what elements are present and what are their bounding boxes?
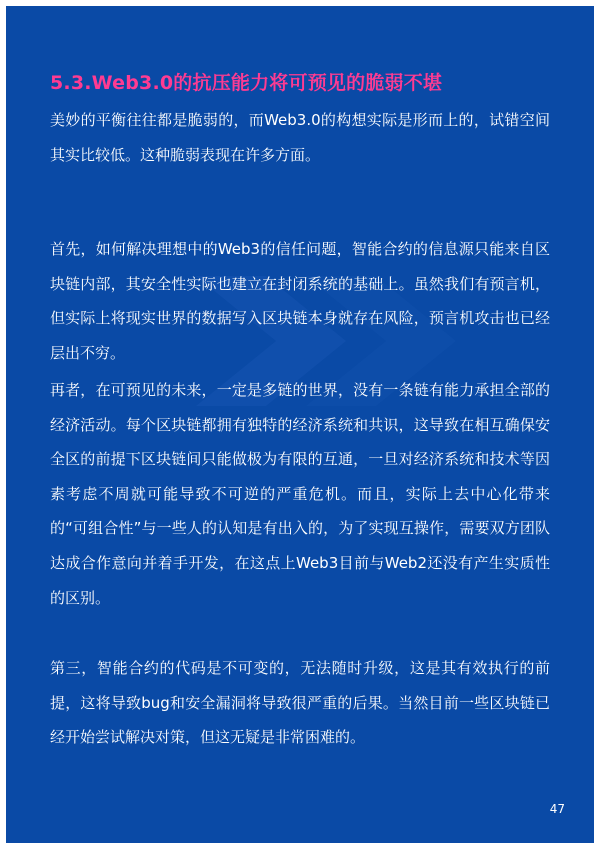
page-number: 47 xyxy=(549,802,565,816)
section-heading: 5.3.Web3.0的抗压能力将可预见的脆弱不堪 xyxy=(50,72,443,94)
page xyxy=(6,6,594,843)
paragraph-intro: 美妙的平衡往往都是脆弱的，而Web3.0的构想实际是形而上的，试错空间其实比较低。这种脆弱表现在许多方面。 xyxy=(50,111,550,164)
paragraph-second: 再者，在可预见的未来，一定是多链的世界，没有一条链有能力承担全部的经济活动。每个区块链都拥有独特的经济系统和共识，这导致在相互确保安全区的前提下区块链间只能做极为有限的互通，一旦对经济系统和技术等因素考虑不周就可能导致不可逆的严重危机。而且，实际上去中心化带来的“可组合性”与一些人的认知是有出入的，为了实现互操作，需要双方团队达成合作意向并着手开发，在这点上Web3目前与Web2还没有产生实质性的区别。 xyxy=(50,381,550,607)
paragraph-first: 首先，如何解决理想中的Web3的信任问题，智能合约的信息源只能来自区块链内部，其安全性实际也建立在封闭系统的基础上。虽然我们有预言机，但实际上将现实世界的数据写入区块链本身就存在风险，预言机攻击也已经层出不穷。 xyxy=(50,240,550,362)
paragraph-third: 第三，智能合约的代码是不可变的，无法随时升级，这是其有效执行的前提，这将导致bug和安全漏洞将导致很严重的后果。当然目前一些区块链已经开始尝试解决对策，但这无疑是非常困难的。 xyxy=(50,659,550,747)
